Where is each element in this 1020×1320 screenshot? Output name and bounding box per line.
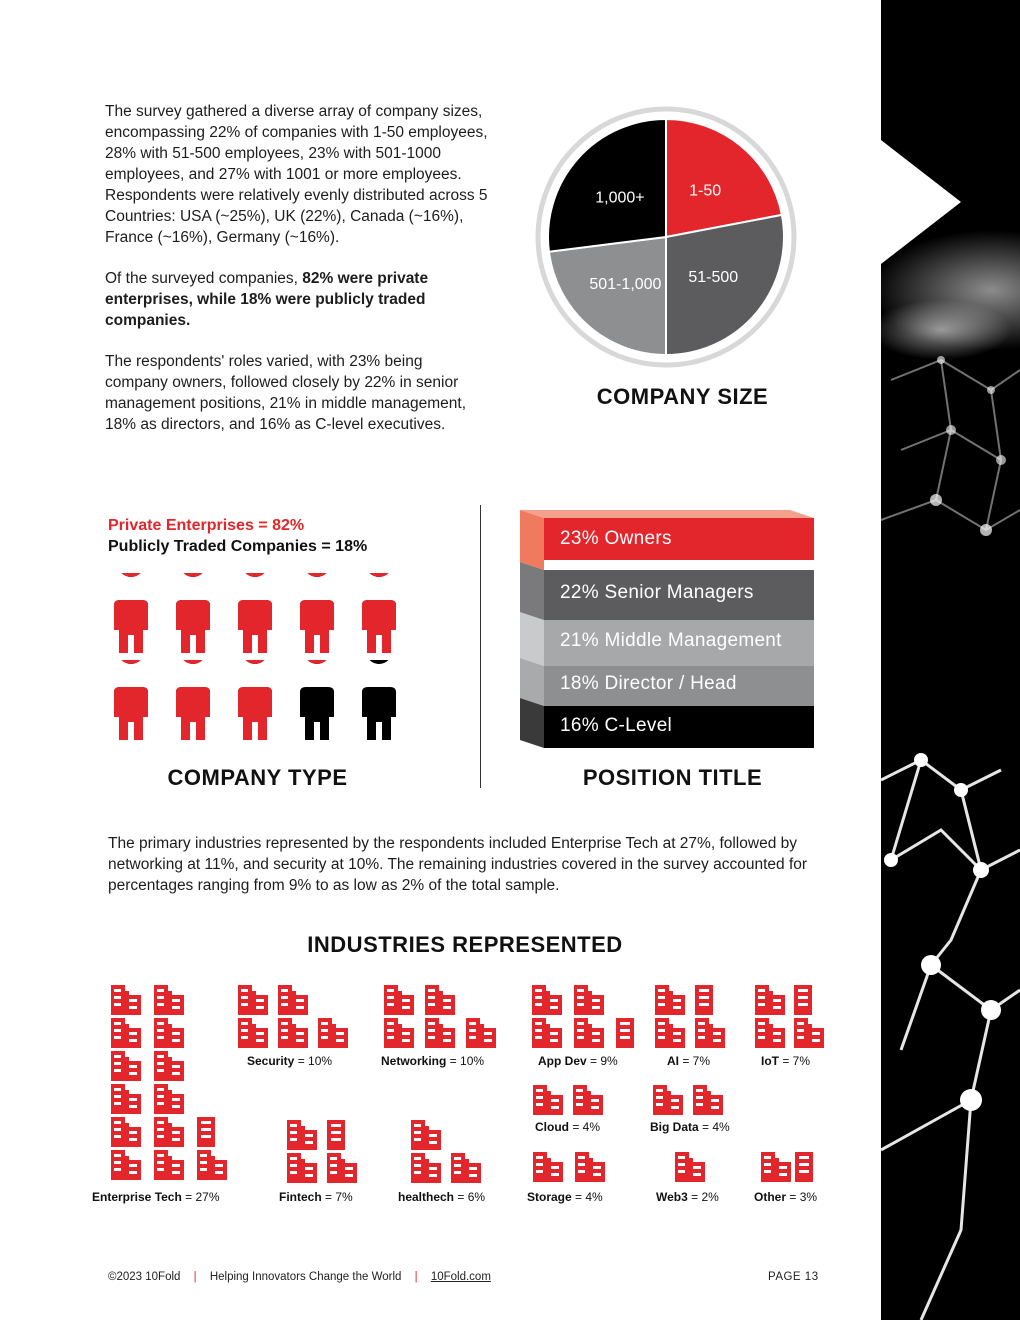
building-icon <box>532 985 562 1015</box>
building-icon <box>655 1018 685 1048</box>
position-bar-label: 23% Owners <box>544 518 814 560</box>
building-icon <box>154 1117 184 1147</box>
person-icon <box>235 573 275 655</box>
building-icon <box>238 985 268 1015</box>
divider <box>480 505 481 788</box>
decorative-network-image <box>881 0 1020 1320</box>
building-icon <box>533 1152 563 1182</box>
building-icon <box>761 1152 791 1182</box>
person-icon <box>297 573 337 655</box>
person-icon <box>297 660 337 742</box>
building-icon <box>575 1152 605 1182</box>
building-icon <box>425 1018 455 1048</box>
industry-label-networking: Networking = 10% <box>381 1054 485 1068</box>
company-type-title: COMPANY TYPE <box>167 765 348 790</box>
building-icon <box>653 1085 683 1115</box>
footer-link[interactable]: 10Fold.com <box>430 1271 491 1283</box>
building-icon <box>318 1018 348 1048</box>
position-bar-label: 18% Director / Head <box>544 666 814 706</box>
industry-label-iot: IoT = 7% <box>761 1054 811 1068</box>
building-icon <box>287 1153 317 1183</box>
pie-label: 51-500 <box>688 269 739 287</box>
person-icon <box>235 660 275 742</box>
person-icon <box>111 660 151 742</box>
company-size-title: COMPANY SIZE <box>596 384 769 409</box>
person-icon <box>111 573 151 655</box>
person-icon <box>173 660 213 742</box>
building-icon <box>111 1150 141 1180</box>
page-number: PAGE 13 <box>768 1271 819 1283</box>
publicly-traded-label: Publicly Traded Companies = 18% <box>108 538 368 555</box>
position-bar-label: 22% Senior Managers <box>544 570 814 620</box>
footer <box>108 1271 491 1283</box>
building-icon <box>411 1120 441 1150</box>
position-bar-director <box>520 658 814 700</box>
building-icon <box>411 1153 441 1183</box>
position-title-title: POSITION TITLE <box>582 765 763 790</box>
building-icon <box>238 1018 268 1048</box>
building-icon <box>154 1018 184 1048</box>
building-icon <box>695 1018 725 1048</box>
private-enterprises-label: Private Enterprises = 82% <box>108 517 305 534</box>
industry-label-other: Other = 3% <box>754 1190 818 1204</box>
industry-label-storage: Storage = 4% <box>527 1190 603 1204</box>
industry-label-app-dev: App Dev = 9% <box>538 1054 618 1068</box>
pie-label: 501-1,000 <box>589 276 662 294</box>
building-icon <box>111 985 141 1015</box>
building-icon <box>616 1018 634 1048</box>
building-icon <box>154 1084 184 1114</box>
intro-text <box>105 101 500 435</box>
position-bar-label: 16% C-Level <box>544 706 814 748</box>
building-icon <box>693 1085 723 1115</box>
position-bar-c-level <box>520 698 814 740</box>
intro-paragraph-3: The respondents' roles varied, with 23% being company owners, followed closely by 22% in senior management positions, 21% in middle management, 18% as directors, and 16% as C-level executives. <box>105 353 467 433</box>
pie-label: 1,000+ <box>595 189 645 207</box>
building-icon <box>425 985 455 1015</box>
building-icon <box>755 1018 785 1048</box>
building-icon <box>451 1153 481 1183</box>
building-icon <box>111 1051 141 1081</box>
position-bar-label: 21% Middle Management <box>544 620 814 666</box>
industries-title: INDUSTRIES REPRESENTED <box>307 932 623 957</box>
building-icon <box>532 1018 562 1048</box>
industry-label-enterprise-tech: Enterprise Tech = 27% <box>92 1190 220 1204</box>
person-icon <box>173 573 213 655</box>
building-icon <box>278 1018 308 1048</box>
building-icon <box>278 985 308 1015</box>
building-icon <box>466 1018 496 1048</box>
position-bar-owners <box>520 510 814 552</box>
building-icon <box>111 1084 141 1114</box>
footer-separator: | <box>414 1271 418 1283</box>
building-icon <box>574 1018 604 1048</box>
industry-label-web3: Web3 = 2% <box>656 1190 719 1204</box>
building-icon <box>154 1150 184 1180</box>
building-icon <box>197 1117 215 1147</box>
industry-label-security: Security = 10% <box>247 1054 333 1068</box>
intro-paragraph-2: Of the surveyed companies, 82% were private enterprises, while 18% were publicly traded companies. <box>105 270 429 329</box>
position-bar-senior-managers <box>520 562 814 604</box>
industry-label-fintech: Fintech = 7% <box>279 1190 353 1204</box>
building-icon <box>533 1085 563 1115</box>
position-bar-middle-management <box>520 612 814 654</box>
building-icon <box>795 1152 813 1182</box>
building-icon <box>327 1153 357 1183</box>
building-icon <box>327 1120 345 1150</box>
building-icon <box>384 985 414 1015</box>
building-icon <box>573 1085 603 1115</box>
building-icon <box>574 985 604 1015</box>
industry-label-ai: AI = 7% <box>667 1054 711 1068</box>
industry-label-healthech: healthech = 6% <box>398 1190 486 1204</box>
building-icon <box>384 1018 414 1048</box>
industries-paragraph: The primary industries represented by the respondents included Enterprise Tech at 27%, followed by networking at 11%, and security at 10%. The remaining industries covered in the survey accounted for percentages ranging from 9% to as low as 2% of the total sample. <box>108 835 808 894</box>
building-icon <box>794 985 812 1015</box>
footer-tagline: Helping Innovators Change the World <box>209 1271 402 1283</box>
company-type-people-chart <box>105 573 415 748</box>
industry-label-cloud: Cloud = 4% <box>535 1120 601 1134</box>
building-icon <box>111 1117 141 1147</box>
building-icon <box>655 985 685 1015</box>
company-type-legend <box>108 515 367 557</box>
industry-label-big-data: Big Data = 4% <box>650 1120 730 1134</box>
intro-paragraph-1: The survey gathered a diverse array of company sizes, encompassing 22% of companies with 1-50 employees, 28% with 51-500 employees, 23% with 501-1000 employees, and 27% with 1001 or more employees. Respondents were relatively evenly distributed across 5 Countries: USA (~25%), UK (22%), Canada (~16%), France (~16%), Germany (~16%). <box>105 103 488 246</box>
building-icon <box>287 1120 317 1150</box>
building-icon <box>675 1152 705 1182</box>
building-icon <box>794 1018 824 1048</box>
pie-slice-3 <box>548 119 666 252</box>
pie-slice-2 <box>549 237 666 355</box>
building-icon <box>197 1150 227 1180</box>
building-icon <box>695 985 713 1015</box>
person-icon <box>359 573 399 655</box>
building-icon <box>154 1051 184 1081</box>
pie-label: 1-50 <box>689 182 722 200</box>
building-icon <box>755 985 785 1015</box>
footer-copyright: ©2023 10Fold <box>108 1271 181 1283</box>
building-icon <box>154 985 184 1015</box>
company-size-pie-chart <box>530 106 802 368</box>
building-icon <box>111 1018 141 1048</box>
footer-separator: | <box>193 1271 197 1283</box>
person-icon <box>359 660 399 742</box>
